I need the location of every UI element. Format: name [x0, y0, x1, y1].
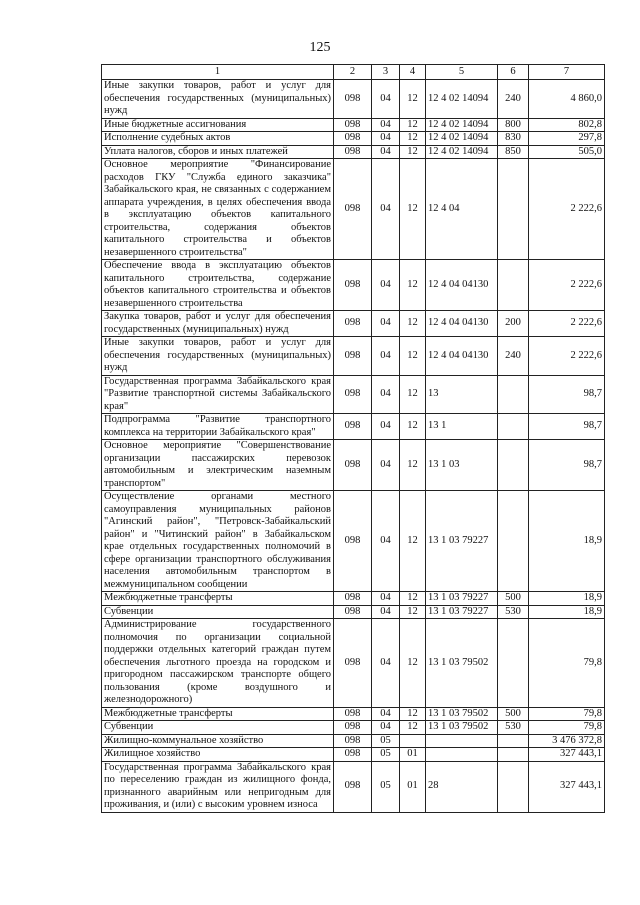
row-section-cell: 04 [372, 721, 400, 735]
row-sum-cell: 79,8 [529, 619, 605, 708]
column-header: 5 [426, 65, 498, 80]
row-sum-cell: 18,9 [529, 491, 605, 592]
row-expense-type-cell [498, 748, 529, 762]
row-section-cell: 04 [372, 80, 400, 119]
row-expense-type-cell [498, 491, 529, 592]
column-header: 6 [498, 65, 529, 80]
row-subsection-cell: 12 [400, 619, 426, 708]
table-row [102, 375, 605, 414]
table-row [102, 311, 605, 337]
row-subsection-cell: 01 [400, 748, 426, 762]
row-subsection-cell: 12 [400, 375, 426, 414]
row-subsection-cell: 12 [400, 721, 426, 735]
row-subsection-cell: 12 [400, 414, 426, 440]
table-row [102, 337, 605, 376]
row-grbs-cell: 098 [334, 761, 372, 812]
row-section-cell: 04 [372, 619, 400, 708]
row-target-article-cell: 13 1 03 79502 [426, 707, 498, 721]
row-target-article-cell: 13 1 03 79502 [426, 619, 498, 708]
row-name-cell: Иные закупки товаров, работ и услуг для обеспечения государственных (муниципальных) нужд [102, 337, 334, 376]
row-grbs-cell: 098 [334, 707, 372, 721]
table-header-row [102, 65, 605, 80]
row-section-cell: 04 [372, 159, 400, 260]
budget-table [101, 64, 605, 813]
table-row [102, 260, 605, 311]
row-subsection-cell [400, 734, 426, 748]
row-target-article-cell: 13 1 03 79502 [426, 721, 498, 735]
row-section-cell: 04 [372, 605, 400, 619]
row-sum-cell: 327 443,1 [529, 761, 605, 812]
row-name-cell: Осуществление органами местного самоуправления муниципальных районов "Агинский район", "Петровск-Забайкальский район" и "Читинский район" в Забайкальском крае отдельных государственных полномочий в сфере организации транспортного обслуживания населения автомобильным транспортом в межмуниципальном сообщении [102, 491, 334, 592]
row-expense-type-cell: 500 [498, 592, 529, 606]
page-number: 125 [309, 40, 331, 55]
table-row [102, 748, 605, 762]
row-grbs-cell: 098 [334, 260, 372, 311]
row-name-cell: Подпрограмма "Развитие транспортного комплекса на территории Забайкальского края" [102, 414, 334, 440]
row-sum-cell: 98,7 [529, 375, 605, 414]
row-sum-cell: 4 860,0 [529, 80, 605, 119]
row-grbs-cell: 098 [334, 118, 372, 132]
row-section-cell: 04 [372, 311, 400, 337]
table-row [102, 440, 605, 491]
table-body [102, 80, 605, 813]
row-name-cell: Обеспечение ввода в эксплуатацию объектов капитального строительства, содержание объектов капитального строительства и объектов незавершенного строительства [102, 260, 334, 311]
row-grbs-cell: 098 [334, 414, 372, 440]
row-target-article-cell: 13 1 03 79227 [426, 491, 498, 592]
row-target-article-cell: 12 4 04 04130 [426, 260, 498, 311]
row-section-cell: 04 [372, 145, 400, 159]
row-grbs-cell: 098 [334, 311, 372, 337]
row-subsection-cell: 12 [400, 118, 426, 132]
row-target-article-cell: 13 1 [426, 414, 498, 440]
row-name-cell: Жилищно-коммунальное хозяйство [102, 734, 334, 748]
row-sum-cell: 2 222,6 [529, 260, 605, 311]
row-subsection-cell: 12 [400, 592, 426, 606]
row-target-article-cell: 13 1 03 [426, 440, 498, 491]
row-target-article-cell: 12 4 02 14094 [426, 132, 498, 146]
row-grbs-cell: 098 [334, 619, 372, 708]
row-name-cell: Основное мероприятие "Совершенствование организации пассажирских перевозок автомобильным и электрическим наземным транспортом" [102, 440, 334, 491]
row-target-article-cell [426, 748, 498, 762]
row-target-article-cell: 12 4 04 04130 [426, 337, 498, 376]
row-section-cell: 04 [372, 118, 400, 132]
row-target-article-cell: 12 4 04 [426, 159, 498, 260]
row-name-cell: Межбюджетные трансферты [102, 707, 334, 721]
row-target-article-cell [426, 734, 498, 748]
column-header: 4 [400, 65, 426, 80]
row-sum-cell: 79,8 [529, 707, 605, 721]
row-section-cell: 05 [372, 748, 400, 762]
row-section-cell: 04 [372, 337, 400, 376]
row-grbs-cell: 098 [334, 132, 372, 146]
row-expense-type-cell [498, 440, 529, 491]
table-row [102, 80, 605, 119]
row-target-article-cell: 13 1 03 79227 [426, 592, 498, 606]
column-header: 1 [102, 65, 334, 80]
table-row [102, 118, 605, 132]
row-subsection-cell: 12 [400, 440, 426, 491]
row-expense-type-cell [498, 761, 529, 812]
row-name-cell: Субвенции [102, 605, 334, 619]
row-section-cell: 04 [372, 491, 400, 592]
row-name-cell: Жилищное хозяйство [102, 748, 334, 762]
row-grbs-cell: 098 [334, 721, 372, 735]
row-subsection-cell: 12 [400, 491, 426, 592]
row-section-cell: 05 [372, 734, 400, 748]
row-target-article-cell: 13 [426, 375, 498, 414]
row-sum-cell: 2 222,6 [529, 311, 605, 337]
row-subsection-cell: 12 [400, 605, 426, 619]
row-section-cell: 05 [372, 761, 400, 812]
row-target-article-cell: 12 4 02 14094 [426, 80, 498, 119]
row-expense-type-cell: 850 [498, 145, 529, 159]
table-row [102, 592, 605, 606]
row-expense-type-cell [498, 375, 529, 414]
row-name-cell: Субвенции [102, 721, 334, 735]
row-name-cell: Государственная программа Забайкальского края по переселению граждан из жилищного фонда, признанного аварийным или непригодным для проживания, и (или) с высоким уровнем износа [102, 761, 334, 812]
row-subsection-cell: 12 [400, 260, 426, 311]
row-grbs-cell: 098 [334, 491, 372, 592]
row-target-article-cell: 12 4 02 14094 [426, 145, 498, 159]
table-row [102, 721, 605, 735]
row-subsection-cell: 12 [400, 311, 426, 337]
table-row [102, 605, 605, 619]
row-section-cell: 04 [372, 414, 400, 440]
row-sum-cell: 2 222,6 [529, 159, 605, 260]
row-expense-type-cell [498, 734, 529, 748]
row-subsection-cell: 12 [400, 80, 426, 119]
row-grbs-cell: 098 [334, 605, 372, 619]
row-grbs-cell: 098 [334, 337, 372, 376]
row-subsection-cell: 12 [400, 145, 426, 159]
row-subsection-cell: 12 [400, 707, 426, 721]
column-header: 3 [372, 65, 400, 80]
row-grbs-cell: 098 [334, 734, 372, 748]
row-sum-cell: 327 443,1 [529, 748, 605, 762]
row-expense-type-cell: 200 [498, 311, 529, 337]
row-name-cell: Закупка товаров, работ и услуг для обеспечения государственных (муниципальных) нужд [102, 311, 334, 337]
row-target-article-cell: 13 1 03 79227 [426, 605, 498, 619]
row-sum-cell: 98,7 [529, 440, 605, 491]
table-row [102, 491, 605, 592]
table-row [102, 132, 605, 146]
row-grbs-cell: 098 [334, 440, 372, 491]
row-subsection-cell: 12 [400, 132, 426, 146]
table-row [102, 761, 605, 812]
row-expense-type-cell [498, 159, 529, 260]
row-expense-type-cell: 240 [498, 80, 529, 119]
row-name-cell: Уплата налогов, сборов и иных платежей [102, 145, 334, 159]
row-expense-type-cell [498, 619, 529, 708]
row-subsection-cell: 01 [400, 761, 426, 812]
row-expense-type-cell [498, 260, 529, 311]
table-row [102, 619, 605, 708]
row-grbs-cell: 098 [334, 159, 372, 260]
row-section-cell: 04 [372, 592, 400, 606]
row-expense-type-cell: 800 [498, 118, 529, 132]
row-sum-cell: 79,8 [529, 721, 605, 735]
table-row [102, 159, 605, 260]
row-sum-cell: 98,7 [529, 414, 605, 440]
row-sum-cell: 2 222,6 [529, 337, 605, 376]
row-grbs-cell: 098 [334, 145, 372, 159]
column-header: 2 [334, 65, 372, 80]
row-name-cell: Исполнение судебных актов [102, 132, 334, 146]
row-section-cell: 04 [372, 132, 400, 146]
row-sum-cell: 802,8 [529, 118, 605, 132]
row-expense-type-cell: 240 [498, 337, 529, 376]
row-section-cell: 04 [372, 440, 400, 491]
row-expense-type-cell: 500 [498, 707, 529, 721]
row-expense-type-cell: 530 [498, 721, 529, 735]
row-sum-cell: 505,0 [529, 145, 605, 159]
row-subsection-cell: 12 [400, 159, 426, 260]
row-section-cell: 04 [372, 260, 400, 311]
row-name-cell: Администрирование государственного полномочия по организации социальной поддержки отдельных категорий граждан путем обеспечения льготного проезда на городском и пригородном пассажирском транспорте общего пользования (кроме воздушного и железнодорожного) [102, 619, 334, 708]
row-grbs-cell: 098 [334, 592, 372, 606]
row-sum-cell: 3 476 372,8 [529, 734, 605, 748]
row-subsection-cell: 12 [400, 337, 426, 376]
row-expense-type-cell [498, 414, 529, 440]
row-target-article-cell: 12 4 02 14094 [426, 118, 498, 132]
row-section-cell: 04 [372, 707, 400, 721]
table-row [102, 707, 605, 721]
row-sum-cell: 18,9 [529, 605, 605, 619]
table-row [102, 734, 605, 748]
row-section-cell: 04 [372, 375, 400, 414]
row-grbs-cell: 098 [334, 375, 372, 414]
row-name-cell: Межбюджетные трансферты [102, 592, 334, 606]
row-target-article-cell: 12 4 04 04130 [426, 311, 498, 337]
row-grbs-cell: 098 [334, 748, 372, 762]
table-row [102, 145, 605, 159]
row-sum-cell: 18,9 [529, 592, 605, 606]
table-row [102, 414, 605, 440]
row-target-article-cell: 28 [426, 761, 498, 812]
column-header: 7 [529, 65, 605, 80]
row-grbs-cell: 098 [334, 80, 372, 119]
row-name-cell: Основное мероприятие "Финансирование расходов ГКУ "Служба единого заказчика" Забайкальского края, не связанных с содержанием аппарата учреждения, в целях обеспечения ввода в эксплуатацию объектов капитального строительства, содержания объектов капитального строительства и объектов незавершенного строительства" [102, 159, 334, 260]
row-name-cell: Государственная программа Забайкальского края "Развитие транспортной системы Забайкальского края" [102, 375, 334, 414]
row-expense-type-cell: 830 [498, 132, 529, 146]
row-name-cell: Иные закупки товаров, работ и услуг для обеспечения государственных (муниципальных) нужд [102, 80, 334, 119]
row-expense-type-cell: 530 [498, 605, 529, 619]
row-sum-cell: 297,8 [529, 132, 605, 146]
row-name-cell: Иные бюджетные ассигнования [102, 118, 334, 132]
